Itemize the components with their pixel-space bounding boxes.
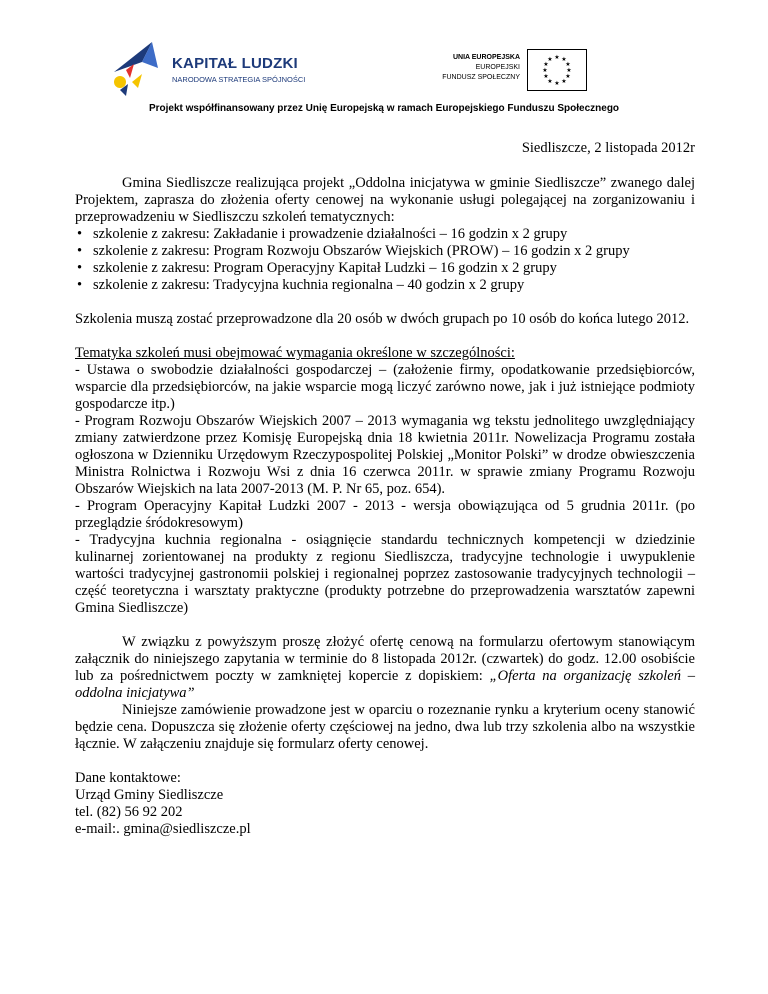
svg-text:★: ★	[565, 61, 571, 68]
offer-label: „Oferta na organizację szkoleń – oddolna inicjatywa”	[75, 668, 695, 701]
list-item: • szkolenie z zakresu: Zakładanie i prowadzenie działalności – 16 godzin x 2 grupy	[77, 226, 568, 242]
list-item: • szkolenie z zakresu: Tradycyjna kuchnia regionalna – 40 godzin x 2 grupy	[77, 277, 525, 293]
svg-text:★: ★	[554, 80, 560, 87]
svg-text:★: ★	[543, 61, 549, 68]
letter-body	[75, 140, 695, 838]
letter-date: Siedliszcze, 2 listopada 2012r	[521, 140, 695, 156]
contact-heading: Dane kontaktowe:	[75, 770, 181, 786]
topic-item: - Program Rozwoju Obszarów Wiejskich 2007 – 2013 wymagania wg tekstu jednolitego uwzględniający zmiany zatwierdzone przez Komisję Europejską dnia 18 kwietnia 2011r. Nowelizacja Programu została ogłoszona w Dzienniku Urzędowym Rzeczypospolitej Polskiej „Monitor Polski” w drodze obwieszczenia Ministra Rolnictwa i Rozwoju Wsi z dnia 16 czerwca 2011r. w sprawie zmiany Programu Rozwoju Obszarów Wiejskich na lata 2007-2013 (M. P. Nr 65, poz. 654).	[75, 413, 695, 497]
group-info-paragraph: Szkolenia muszą zostać przeprowadzone dla 20 osób w dwóch grupach po 10 osób do końca lutego 2012.	[75, 311, 690, 327]
list-item: • szkolenie z zakresu: Program Rozwoju Obszarów Wiejskich (PROW) – 16 godzin x 2 grupy	[77, 243, 630, 259]
topic-item: - Program Operacyjny Kapitał Ludzki 2007 - 2013 - wersja obowiązująca od 5 grudnia 2011r. (po przeglądzie śródokresowym)	[75, 498, 695, 531]
kapital-ludzki-logo	[112, 38, 312, 98]
offer-paragraph: W związku z powyższym proszę złożyć ofertę cenową na formularzu ofertowym stanowiącym załącznik do niniejszego zapytania w terminie do 8 listopada 2012r. (czwartek) do godz. 12.00 osobiście lub za pośrednictwem poczty w zamkniętej kopercie z dopiskiem: „Oferta na organizację szkoleń – oddolna inicjatywa”	[75, 634, 695, 701]
eu-line-3: FUNDUSZ SPOŁECZNY	[442, 74, 520, 81]
svg-text:★: ★	[561, 56, 567, 63]
svg-text:★: ★	[554, 54, 560, 61]
eu-line-1: UNIA EUROPEJSKA	[452, 54, 520, 61]
svg-text:★: ★	[566, 67, 572, 74]
contact-name: Urząd Gminy Siedliszcze	[75, 787, 224, 803]
svg-text:★: ★	[542, 67, 548, 74]
kl-subtitle: NARODOWA STRATEGIA SPÓJNOŚCI	[172, 75, 306, 84]
svg-text:★: ★	[543, 73, 549, 80]
intro-paragraph: Gmina Siedliszcze realizująca projekt „Oddolna inicjatywa w gminie Siedliszcze” zwanego dalej Projektem, zaprasza do złożenia oferty cenowej na wykonanie usługi polegającej na zorganizowaniu i przeprowadzeniu w Siedliszczu szkoleń tematycznych:	[75, 175, 695, 225]
training-list	[75, 226, 695, 294]
svg-text:★: ★	[561, 78, 567, 85]
eu-text-block	[420, 53, 520, 83]
order-paragraph: Niniejsze zamówienie prowadzone jest w oparciu o rozeznanie rynku a kryterium oceny stanowić będzie cena. Dopuszcza się złożenie oferty częściowej na jedno, dwa lub trzy szkolenia albo na wszystkie łącznie. W załączeniu znajduje się formularz oferty cenowej.	[75, 702, 695, 752]
kl-title: KAPITAŁ LUDZKI	[172, 55, 298, 72]
document-header	[0, 0, 768, 130]
svg-text:★: ★	[547, 56, 553, 63]
topics-heading: Tematyka szkoleń musi obejmować wymagania określone w szczególności:	[75, 345, 515, 361]
svg-text:★: ★	[547, 78, 553, 85]
eu-flag-icon	[527, 49, 587, 91]
kapital-ludzki-emblem-icon	[112, 38, 168, 98]
contact-phone: tel. (82) 56 92 202	[75, 804, 183, 820]
topic-item: - Ustawa o swobodzie działalności gospodarczej – (założenie firmy, opodatkowanie przedsiębiorców, wsparcie dla przedsiębiorców, na jakie wsparcie mogą liczyć zarówno nowe, jak i już istniejące podmioty gospodarcze itp.)	[75, 362, 695, 412]
eu-line-2: EUROPEJSKI	[475, 64, 520, 71]
list-item: • szkolenie z zakresu: Program Operacyjny Kapitał Ludzki – 16 godzin x 2 grupy	[77, 260, 557, 276]
cofinance-note: Projekt współfinansowany przez Unię Europejską w ramach Europejskiego Funduszu Społecznego	[148, 103, 620, 114]
contact-email: e-mail:. gmina@siedliszcze.pl	[75, 821, 251, 837]
topic-item: - Tradycyjna kuchnia regionalna - osiągnięcie standardu technicznych kompetencji w dziedzinie kulinarnej zorientowanej na produkty z regionu Siedliszcza, tradycyjne technologie i uwypuklenie wartości tradycyjnej gastronomii polskiej i regionalnej poprzez zastosowanie tradycyjnych technologii – część teoretyczna i warsztaty praktyczne (produkty potrzebne do przeprowadzenia warsztatów zapewni Gmina Siedliszcze)	[75, 532, 695, 616]
svg-text:★: ★	[565, 73, 571, 80]
